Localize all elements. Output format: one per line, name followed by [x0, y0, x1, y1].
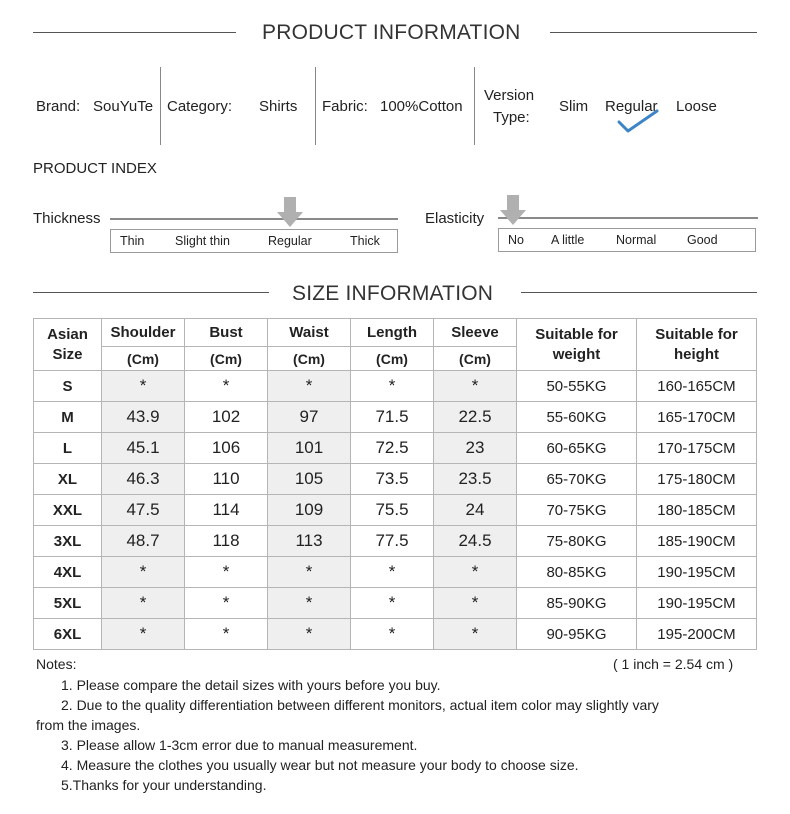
- size-table: [33, 318, 757, 650]
- cell-sleeve: *: [434, 588, 517, 619]
- unit-bust: (Cm): [185, 347, 268, 371]
- table-row: [34, 526, 757, 557]
- cell-waist: *: [268, 557, 351, 588]
- thickness-option-slight-thin: Slight thin: [175, 234, 230, 248]
- cell-size: 4XL: [34, 557, 102, 588]
- note-line-1: 1. Please compare the detail sizes with yours before you buy.: [61, 677, 441, 693]
- title-rule-right: [550, 32, 757, 33]
- cell-weight: 85-90KG: [517, 588, 637, 619]
- cell-height: 185-190CM: [637, 526, 757, 557]
- cell-height: 165-170CM: [637, 402, 757, 433]
- fabric-value: 100%Cotton: [380, 98, 463, 115]
- cell-sleeve: 23: [434, 433, 517, 464]
- cell-shoulder: 47.5: [102, 495, 185, 526]
- cell-bust: 114: [185, 495, 268, 526]
- table-row: [34, 371, 757, 402]
- elasticity-option-a-little: A little: [551, 233, 585, 247]
- header-size: [34, 319, 102, 371]
- cell-sleeve: 24.5: [434, 526, 517, 557]
- cell-waist: 97: [268, 402, 351, 433]
- cell-waist: *: [268, 588, 351, 619]
- cell-height: 190-195CM: [637, 588, 757, 619]
- cell-length: *: [351, 588, 434, 619]
- info-separator: [160, 67, 161, 145]
- cell-waist: 101: [268, 433, 351, 464]
- thickness-scale-line: [110, 218, 398, 220]
- unit-length: (Cm): [351, 347, 434, 371]
- cell-waist: 105: [268, 464, 351, 495]
- thickness-option-regular: Regular: [268, 234, 312, 248]
- info-separator: [474, 67, 475, 145]
- table-row: [34, 464, 757, 495]
- header-shoulder: Shoulder: [102, 319, 185, 347]
- cell-shoulder: 48.7: [102, 526, 185, 557]
- header-waist: Waist: [268, 319, 351, 347]
- size-information-title: SIZE INFORMATION: [292, 282, 494, 305]
- notes-conversion: ( 1 inch = 2.54 cm ): [613, 656, 734, 672]
- cell-size: XXL: [34, 495, 102, 526]
- cell-bust: *: [185, 619, 268, 650]
- product-information-title: PRODUCT INFORMATION: [262, 21, 521, 44]
- info-separator: [315, 67, 316, 145]
- version-option-loose: Loose: [676, 98, 717, 115]
- cell-waist: *: [268, 371, 351, 402]
- cell-size: 3XL: [34, 526, 102, 557]
- table-row: [34, 495, 757, 526]
- table-row: [34, 433, 757, 464]
- note-line-5: 5.Thanks for your understanding.: [61, 777, 267, 793]
- title-rule-left: [33, 32, 236, 33]
- cell-shoulder: *: [102, 588, 185, 619]
- cell-height: 160-165CM: [637, 371, 757, 402]
- table-row: [34, 402, 757, 433]
- thickness-arrow-icon: [277, 197, 303, 227]
- cell-size: M: [34, 402, 102, 433]
- title-rule-right: [521, 292, 757, 293]
- thickness-label: Thickness: [33, 210, 101, 227]
- cell-size: L: [34, 433, 102, 464]
- cell-weight: 50-55KG: [517, 371, 637, 402]
- cell-length: 71.5: [351, 402, 434, 433]
- unit-sleeve: (Cm): [434, 347, 517, 371]
- table-row: [34, 557, 757, 588]
- cell-height: 180-185CM: [637, 495, 757, 526]
- header-height: [637, 319, 757, 371]
- cell-size: XL: [34, 464, 102, 495]
- cell-weight: 65-70KG: [517, 464, 637, 495]
- header-bust: Bust: [185, 319, 268, 347]
- note-line-4: 4. Measure the clothes you usually wear but not measure your body to choose size.: [61, 757, 579, 773]
- cell-waist: 113: [268, 526, 351, 557]
- cell-length: *: [351, 371, 434, 402]
- table-row: [34, 588, 757, 619]
- cell-sleeve: *: [434, 371, 517, 402]
- cell-sleeve: *: [434, 619, 517, 650]
- cell-height: 195-200CM: [637, 619, 757, 650]
- cell-weight: 55-60KG: [517, 402, 637, 433]
- version-option-slim: Slim: [559, 98, 589, 115]
- elasticity-label: Elasticity: [425, 210, 485, 227]
- fabric-label: Fabric:: [322, 98, 368, 115]
- cell-bust: *: [185, 557, 268, 588]
- cell-bust: 102: [185, 402, 268, 433]
- elasticity-option-no: No: [508, 233, 524, 247]
- cell-waist: 109: [268, 495, 351, 526]
- cell-length: 75.5: [351, 495, 434, 526]
- cell-shoulder: 43.9: [102, 402, 185, 433]
- version-label-line1: Version: [484, 87, 535, 104]
- title-rule-left: [33, 292, 269, 293]
- cell-length: 77.5: [351, 526, 434, 557]
- cell-bust: 110: [185, 464, 268, 495]
- elasticity-options-box: [498, 228, 756, 252]
- note-line-2b: from the images.: [36, 717, 141, 733]
- cell-size: 5XL: [34, 588, 102, 619]
- cell-sleeve: 24: [434, 495, 517, 526]
- header-height-line1: Suitable for: [655, 325, 738, 343]
- unit-shoulder: (Cm): [102, 347, 185, 371]
- cell-length: 73.5: [351, 464, 434, 495]
- note-line-2a: 2. Due to the quality differentiation between different monitors, actual item color may slightly vary: [61, 697, 659, 713]
- thickness-options-box: [110, 229, 398, 253]
- cell-bust: *: [185, 371, 268, 402]
- cell-height: 190-195CM: [637, 557, 757, 588]
- header-weight-line1: Suitable for: [535, 325, 618, 343]
- cell-bust: *: [185, 588, 268, 619]
- cell-weight: 90-95KG: [517, 619, 637, 650]
- thickness-option-thick: Thick: [350, 234, 380, 248]
- cell-shoulder: *: [102, 619, 185, 650]
- version-option-regular: Regular: [605, 98, 658, 115]
- header-length: Length: [351, 319, 434, 347]
- elasticity-arrow-icon: [500, 195, 526, 225]
- cell-bust: 118: [185, 526, 268, 557]
- cell-weight: 70-75KG: [517, 495, 637, 526]
- header-weight: [517, 319, 637, 371]
- header-size-line2: Size: [52, 345, 83, 363]
- header-height-line2: height: [674, 345, 719, 363]
- notes-label: Notes:: [36, 656, 77, 672]
- cell-size: S: [34, 371, 102, 402]
- cell-height: 170-175CM: [637, 433, 757, 464]
- cell-sleeve: 22.5: [434, 402, 517, 433]
- cell-bust: 106: [185, 433, 268, 464]
- cell-size: 6XL: [34, 619, 102, 650]
- cell-shoulder: *: [102, 557, 185, 588]
- cell-sleeve: 23.5: [434, 464, 517, 495]
- cell-weight: 60-65KG: [517, 433, 637, 464]
- cell-shoulder: *: [102, 371, 185, 402]
- unit-waist: (Cm): [268, 347, 351, 371]
- elasticity-scale-line: [498, 217, 758, 219]
- cell-length: *: [351, 619, 434, 650]
- header-sleeve: Sleeve: [434, 319, 517, 347]
- elasticity-option-good: Good: [687, 233, 718, 247]
- brand-label: Brand:: [36, 98, 81, 115]
- brand-value: SouYuTe: [93, 98, 154, 115]
- table-row: [34, 619, 757, 650]
- cell-waist: *: [268, 619, 351, 650]
- version-label-line2: Type:: [493, 109, 530, 126]
- category-value: Shirts: [259, 98, 298, 115]
- product-index-title: PRODUCT INDEX: [33, 160, 157, 177]
- cell-sleeve: *: [434, 557, 517, 588]
- thickness-option-thin: Thin: [120, 234, 145, 248]
- cell-length: 72.5: [351, 433, 434, 464]
- note-line-3: 3. Please allow 1-3cm error due to manual measurement.: [61, 737, 418, 753]
- cell-length: *: [351, 557, 434, 588]
- checkmark-icon: [617, 108, 659, 134]
- header-weight-line2: weight: [552, 345, 601, 363]
- cell-shoulder: 46.3: [102, 464, 185, 495]
- table-header-row: [34, 319, 757, 347]
- cell-weight: 75-80KG: [517, 526, 637, 557]
- cell-height: 175-180CM: [637, 464, 757, 495]
- cell-shoulder: 45.1: [102, 433, 185, 464]
- elasticity-option-normal: Normal: [616, 233, 657, 247]
- header-size-line1: Asian: [47, 325, 88, 343]
- cell-weight: 80-85KG: [517, 557, 637, 588]
- category-label: Category:: [167, 98, 233, 115]
